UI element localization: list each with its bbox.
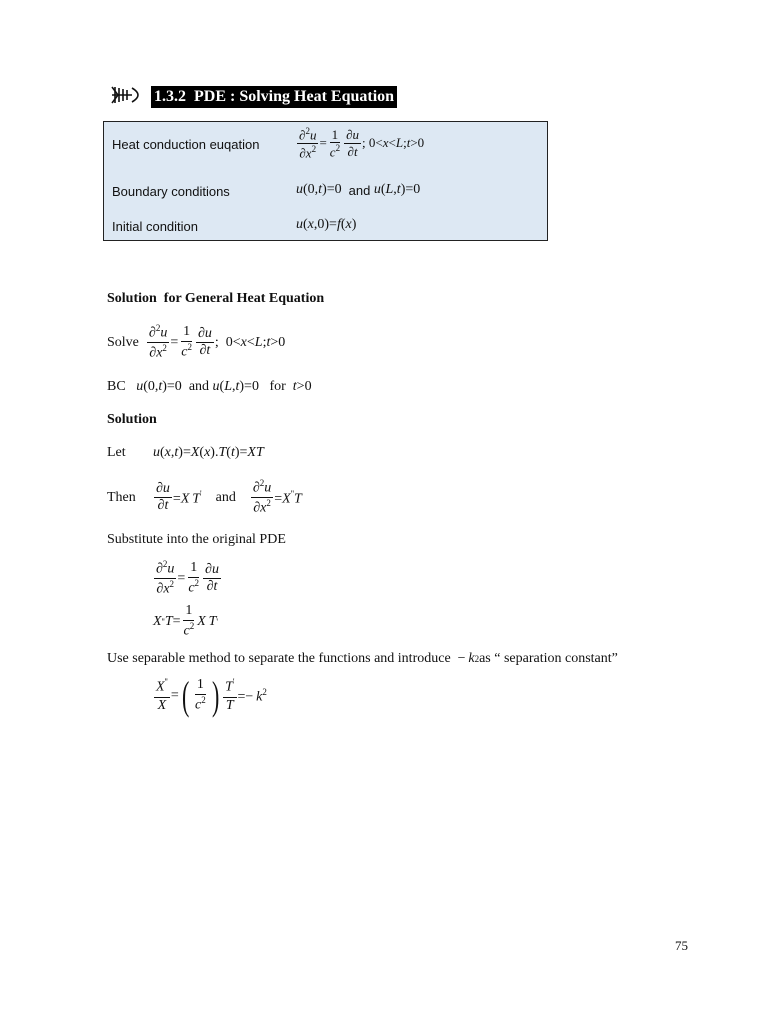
section-icon bbox=[110, 84, 148, 106]
bc-line: BC u (0, t )=0 and u ( L , t )=0 for t >0 bbox=[107, 379, 312, 394]
solve-line: Solve $\frac{\partial^2u}{\partial x^2}$ = $\frac{1}{c^2}$ $\frac{\partial u}{\partial t}$ ; 0<x<L;t>0 bbox=[107, 323, 286, 361]
substitute-text: Substitute into the original PDE bbox=[107, 532, 286, 547]
solution-heading: Solution bbox=[107, 412, 157, 427]
fishbone-icon bbox=[110, 84, 148, 106]
then-line: Then $\frac{\partial u}{\partial t}$ =X T' and $\frac{\partial^2u}{\partial x^2}$ =X''T bbox=[107, 478, 302, 516]
let-line: Let u ( x , t )= X ( x ). T ( t )= XT bbox=[107, 445, 264, 460]
heat-equation-label: Heat conduction euqation bbox=[112, 137, 260, 152]
solution-general-heading: Solution for General Heat Equation bbox=[107, 291, 325, 306]
section-title bbox=[151, 86, 397, 108]
section-title-text: PDE : Solving Heat Equation bbox=[194, 88, 395, 105]
initial-condition-formula: u ( x ,0)= f ( x ) bbox=[296, 217, 357, 232]
separation-constant-equation: $\frac{X''}{X}$ = ( $\frac{1}{c^2}$ ) $\frac{T'}{T}$ =− $k^2$ bbox=[156, 673, 267, 718]
boundary-conditions-formula: u (0, t )=0 and u ( L , t )=0 bbox=[296, 182, 421, 198]
boundary-conditions-label: Boundary conditions bbox=[112, 184, 230, 199]
page-number: 75 bbox=[675, 938, 688, 953]
initial-condition-label: Initial condition bbox=[112, 219, 198, 234]
heat-equation-formula: $\frac{\partial^2u}{\partial x^2}$ = $\frac{1}{c^2}$ $\frac{\partial u}{\partial t}$ ; 0<x<L;t>0 bbox=[299, 126, 425, 161]
pde-restated: $\frac{\partial^2u}{\partial x^2}$ = $\frac{1}{c^2}$ $\frac{\partial u}{\partial t}$ bbox=[156, 559, 219, 597]
separable-method-text: Use separable method to separate the functions and introduce − k 2 as “ separation constant” bbox=[107, 651, 618, 666]
separated-equation: X '' T = $\frac{1}{c^2}$ X T ' bbox=[153, 603, 219, 639]
section-number: 1.3.2 bbox=[154, 88, 186, 105]
